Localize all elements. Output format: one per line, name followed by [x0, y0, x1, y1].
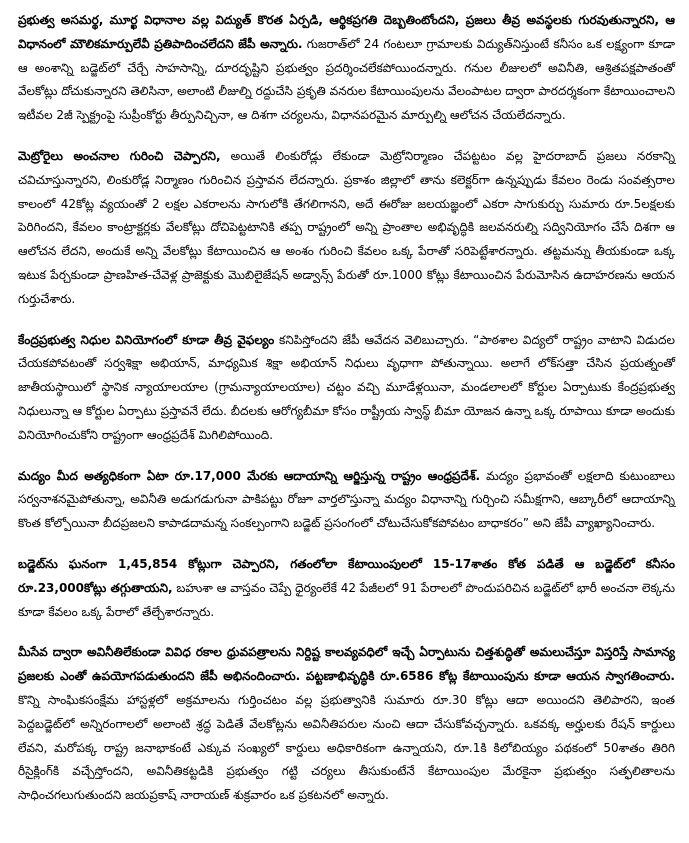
paragraph-budget-size — [18, 553, 675, 624]
paragraph-lead: బడ్జెట్‌ను ఘనంగా 1,45,854 కోట్లుగా చెప్పారని, గతంలోలా కేటాయింపులలో 15-17శాతం కోత పడితే ఆ బడ్జెట్‌లో కనీసం రూ.23,000కోట్లు తగ్గుతాయని, — [18, 556, 675, 595]
paragraph-metro-rail — [18, 145, 675, 312]
paragraph-liquor-revenue — [18, 465, 675, 536]
paragraph-central-funds — [18, 329, 675, 448]
paragraph-body: కనిపిస్తోందని జేపీ ఆవేదన వెలిబుచ్చారు. “పాఠశాల విద్యలో రాష్ట్రం వాటాని విడుదల చేయకపోవటంతో సర్వశిక్షా అభియాన్, మాధ్యమిక శిక్షా అభియాన్ నిధులు వృధాగా పోతున్నాయి. అలాగే లోక్‌సత్తా చేసిన ప్రయత్నంతో జాతీయస్థాయిలో స్థానిక న్యాయాలయాల (గ్రామన్యాయాలయాల) చట్టం వచ్చి మూడేళ్లయినా, మండలాలలో కోర్టుల ఏర్పాటుకు కేంద్రప్రభుత్వ నిధులున్నా ఆ కోర్టుల ఏర్పాటు ప్రస్తావనే లేదు. బీదలకు ఆరోగ్యబీమా కోసం రాష్ట్రీయ స్వాస్థ్ బీమా యోజన ఉన్నా ఒక్క రూపాయి కూడా అందుకు వినియోగించుకోని రాష్ట్రంగా ఆంధ్రప్రదేశ్ మిగిలిపోయింది. — [18, 332, 675, 442]
paragraph-lead: కేంద్రప్రభుత్వ నిధుల వినియోగంలో కూడా తీవ్ర వైఫల్యం — [18, 332, 275, 347]
paragraph-body: అయితే లింకురోడ్లు లేకుండా మెట్రోనిర్మాణం చేపట్టటం వల్ల హైదరాబాద్ ప్రజలు నరకాన్ని చవిచూస్తున్నారని, లింకురోడ్ల నిర్మాణం గురించిన ప్రస్తావన లేదన్నారు. ప్రకాశం జిల్లాలో తాను కలెక్టర్‌గా ఉన్నప్పుడు కేవలం రెండు సంవత్సరాల కాలంలో 42కోట్ల వ్యయంతో 2 లక్షల ఎకరాలను సాగులోకి తేగలిగానని, అదే ఈరోజు జలయజ్ఞంలో ఎకరా సాగుకుర్చు సుమారు రూ.5లక్షలకు పెరిగిందని, కేవలం కాంట్రాక్టర్లకు వేలకోట్లు దోచిపెట్టటానికి తప్ప రాష్ట్రంలో అన్ని ప్రాంతాల అభివృద్ధికి జలవనరుల్ని సద్వినియోగం చేసే దిశగా ఆ ఆలోచన లేదని, అందుకే అన్ని వేలకోట్లు కేటాయించిన ఆ అంశం గురించి కేవలం ఒక్క పేరాతో సరిపెట్టేశారన్నారు. తట్టమన్ను తీయకుండా ఒక్క ఇటుక పేర్చకుండా ప్రాణహిత-చేవెళ్ల ప్రాజెక్టుకు మొబిలైజేషన్ అడ్వాన్స్ పేరుతో రూ.1000 కోట్లు కేటాయించిన పేరుమోసిన ఉదాహరణను ఆయన గుర్తుచేశారు. — [18, 148, 675, 306]
paragraph-lead: మెట్రోరైలు అంచనాల గురించి చెప్పారని, — [18, 148, 221, 163]
paragraph-body: గుజరాత్‌లో 24 గంటలూ గ్రామాలకు విద్యుత్‌నిస్తుంటే కనీసం ఒక లక్ష్యంగా కూడా ఆ అంశాన్ని బడ్జెట్‌లో చేర్చే సాహసాన్ని, దూరదృష్టిని ప్రభుత్వం ప్రదర్శించలేకపోయిందన్నారు. గనుల లీజులలో అవినీతి, ఆశ్రితపక్షపాతంతో వేలకోట్లు దోచుకున్నారని తెలిసినా, అలాంటి లీజుల్ని రద్దుచేసి ప్రకృతి వనరుల కేటాయింపులను వేలంపాటల ద్వారా పారదర్శకంగా కేటాయించాలని ఇటీవల 2జీ స్పెక్ట్రంపై సుప్రీంకోర్టు తీర్పునిచ్చినా, ఆ దిశగా చర్యలను, విధానపరమైన మార్పుల్ని ఆలోచన చేయలేదన్నారు. — [18, 36, 675, 123]
paragraph-lead: ప్రభుత్వ అసమర్థ, మూర్ఖ విధానాల వల్ల విద్యుత్ కొరత ఏర్పడి, ఆర్థికప్రగతి దెబ్బతింటోందని, ప్రజలు తీవ్ర అవస్థలకు గురవుతున్నారని, ఆ విధానంలో మౌలికమార్పులేవీ ప్రతిపాదించలేదని జేపీ అన్నారు. — [18, 13, 675, 51]
paragraph-lead: మీసేవ ద్వారా అవినీతిలేకుండా వివిధ రకాల ధ్రువపత్రాలను నిర్దిష్ట కాలవ్యవధిలో ఇచ్చే ఏర్పాటును చిత్తశుద్ధితో అమలుచేస్తూ విస్తరిస్తే సామాన్య ప్రజలకు ఎంతో ఉపయోగపడుతుందని జేపీ అభినందించారు. పట్టణాభివృద్ధికి రూ.6586 కోట్ల కేటాయింపును కూడా ఆయన స్వాగతించారు. — [18, 645, 675, 684]
paragraph-lead: మద్యం మీద అత్యధికంగా ఏటా రూ.17,000 మేరకు ఆదాయాన్ని ఆర్జిస్తున్న రాష్ట్రం ఆంధ్రప్రదేశ్. — [18, 468, 481, 483]
paragraph-meeseva — [18, 641, 675, 808]
paragraph-body: మద్యం ప్రభావంతో లక్షలాది కుటుంబాలు సర్వనాశనమైపోతున్నా, అవినీతి అడుగడుగునా పాకిపట్టు రోజూ వార్తలొస్తున్నా మద్యం విధానాన్ని గుర్చించి సమీక్షగాని, ఆబ్కారీలో ఆదాయాన్ని కొంత కోల్పోయినా బీదప్రజలని కాపాడదామన్న సంకల్పంగాని బడ్జెట్ ప్రసంగంలో చోటుచేసుకోకపోవటం బాధాకరం” అని జేపీ వ్యాఖ్యానించారు. — [18, 468, 675, 531]
paragraph-body: బహుశా ఆ వాస్తవం చెప్పే ధైర్యంలేకే 42 పేజీలలో 91 పేరాలలో పొందుపరిచిన బడ్జెట్‌లో భారీ అంచనా లెక్కను కూడా కేవలం ఒక్క పేరాలో తేల్చేశారన్నారు. — [18, 580, 675, 619]
paragraph-power-policy — [18, 9, 675, 128]
paragraph-body: కొన్ని సాంఘికసంక్షేమ హాస్టళ్లలో అక్రమాలను గుర్తించటం వల్ల ప్రభుత్వానికి సుమారు రూ.30 కోట్లు ఆదా అయిందని తెలిపారని, ఇంత పెద్దబడ్జెట్‌లో అన్నిరంగాలలో అలాంటి శ్రద్ధ పెడితే వేలకోట్లను అవినీతిపరుల నుంచి ఆదా చేసుకోవచ్చన్నారు. ఒకవక్క అర్హులకు రేషన్ కార్డులు లేవని, మరోపక్క రాష్ట్ర జనాభాకంటే ఎక్కువ సంఖ్యలో కార్డులు అధికారికంగా ఉన్నాయని, రూ.1కి కిలోబియ్యం పథకంలో 50శాతం తిరిగి రీసైక్లింగ్‌కి వచ్చేస్తోందని, అవినీతికట్టడికి ప్రభుత్వం గట్టి చర్యలు తీసుకుంటేనే కేటాయింపుల మేరకైనా ప్రభుత్వం సత్ఫలితాలను సాధించగలుగుతుందని జయప్రకాష్ నారాయణ్ శుక్రవారం ఒక ప్రకటనలో అన్నారు. — [18, 692, 675, 803]
